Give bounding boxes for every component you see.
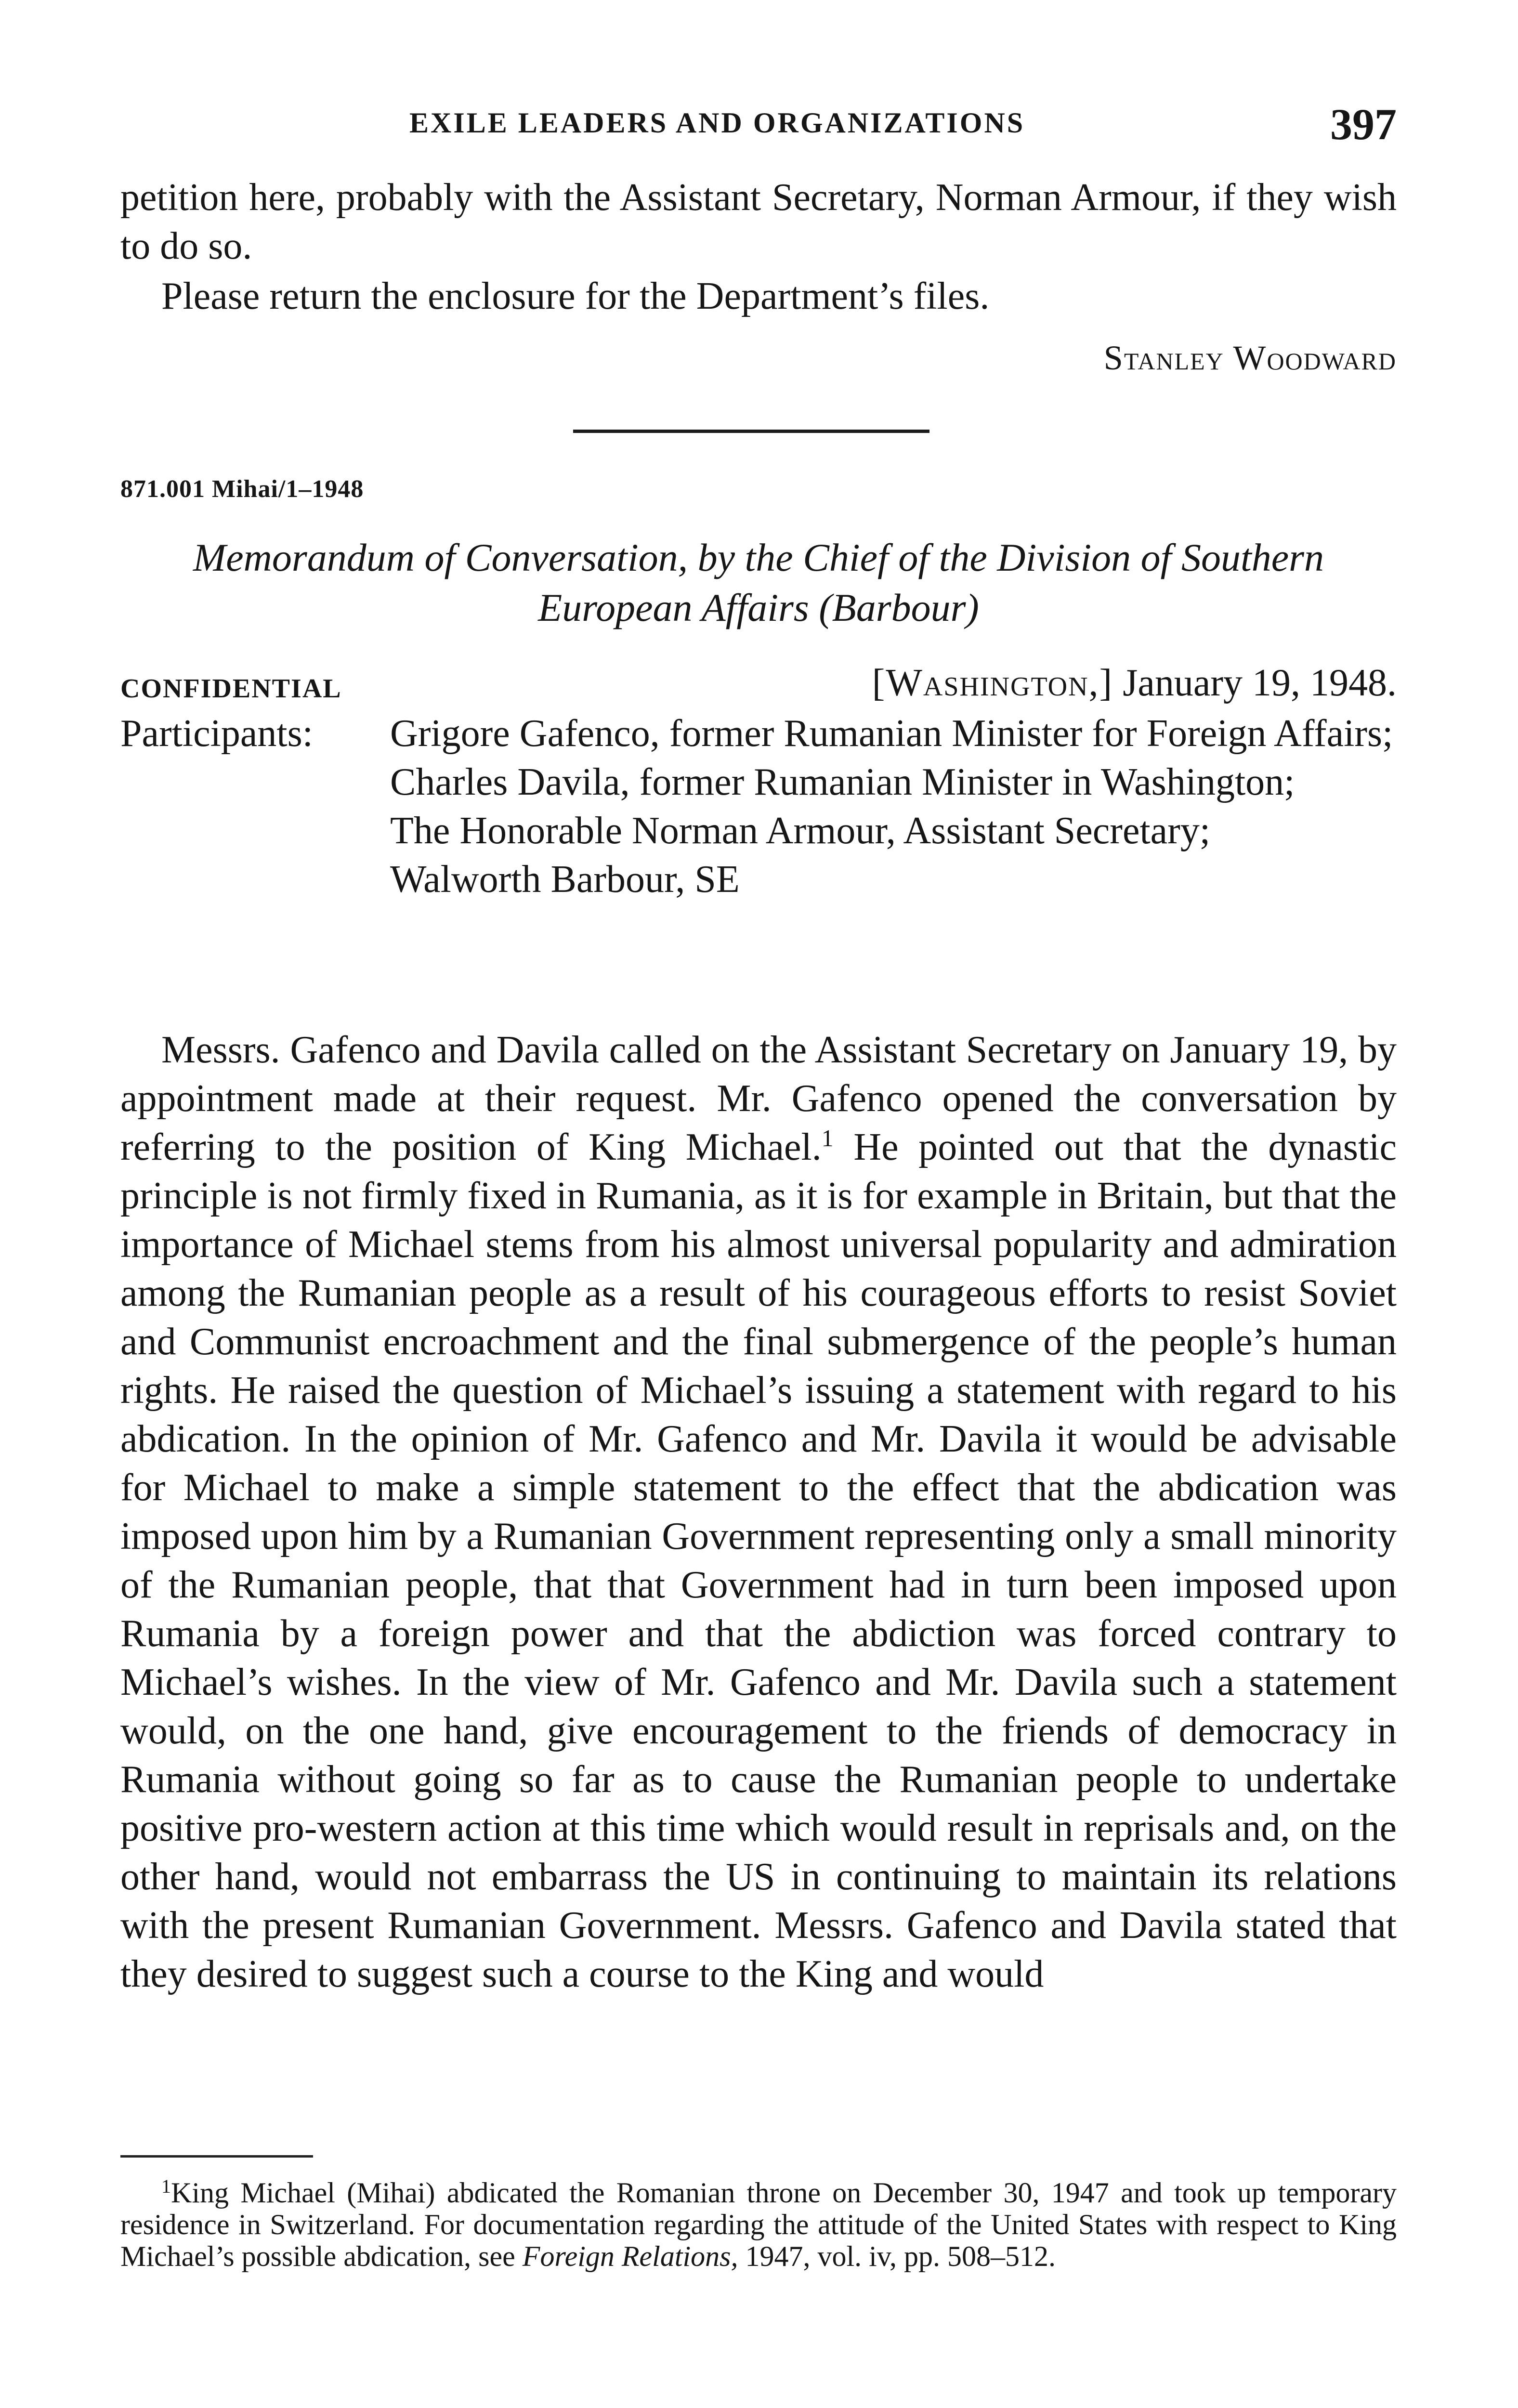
participant-item: Grigore Gafenco, former Rumanian Minister for Foreign Affairs;	[390, 712, 1393, 755]
section-divider	[573, 430, 929, 433]
participants-label: Participants:	[120, 712, 313, 755]
footnote-divider	[120, 2155, 313, 2158]
memo-title: Memorandum of Conversation, by the Chief of the Division of Southern European Affairs (Barbour)	[193, 536, 1324, 629]
continuation-paragraph: petition here, probably with the Assistant Secretary, Norman Armour, if they wish to do so.	[120, 176, 1397, 267]
body-text-start: Messrs. Gafenco and Davila called on the Assistant Secretary on January 19, by appointment made at their request. Mr. Gafenco opened the conversation by referring to the position of King Michael.	[120, 1029, 1397, 1168]
footnote-reference[interactable]: 1	[821, 1125, 834, 1152]
memo-place: [Washington,]	[872, 662, 1113, 704]
footnote-text-end: 1947, vol. iv, pp. 508–512.	[738, 2240, 1056, 2272]
return-note: Please return the enclosure for the Department’s files.	[161, 275, 990, 317]
file-number: 871.001 Mihai/1–1948	[120, 475, 364, 503]
memo-date: January 19, 1948.	[1123, 662, 1397, 704]
participant-item: Charles Davila, former Rumanian Minister in Washington;	[390, 761, 1295, 803]
memo-body-paragraph	[120, 1026, 1397, 1999]
memo-dateline	[872, 661, 1397, 705]
footnote-text: King Michael (Mihai) abdicated the Romanian throne on December 30, 1947 and took up temporary residence in Switzerland. For documentation regarding the attitude of the United States with respect to King Michael’s possible abdication, see	[120, 2177, 1397, 2272]
participant-item: Walworth Barbour, SE	[390, 858, 740, 901]
footnote-reference-title: Foreign Relations,	[522, 2240, 738, 2272]
running-header	[120, 99, 1397, 149]
participants-list	[390, 709, 1397, 904]
footnote	[120, 2177, 1397, 2272]
footnote-marker: 1	[161, 2175, 171, 2197]
page-number: 397	[1330, 100, 1397, 149]
signature: Stanley Woodward	[1103, 339, 1397, 377]
classification-label: CONFIDENTIAL	[120, 674, 342, 704]
participant-item: The Honorable Norman Armour, Assistant Secretary;	[390, 810, 1211, 852]
body-text-rest: He pointed out that the dynastic principle is not firmly fixed in Rumania, as it is for example in Britain, but that the importance of Michael stems from his almost universal popularity and admiration among the Rumanian people as a result of his courageous efforts to resist Soviet and Communist encroachment and the final submergence of the people’s human rights. He raised the question of Michael’s issuing a statement with regard to his abdication. In the opinion of Mr. Gafenco and Mr. Davila it would be advisable for Michael to make a simple statement to the effect that the abdication was imposed upon him by a Rumanian Government representing only a small minority of the Rumanian people, that that Government had in turn been imposed upon Rumania by a foreign power and that the abdiction was forced contrary to Michael’s wishes. In the view of Mr. Gafenco and Mr. Davila such a statement would, on the one hand, give encouragement to the friends of democracy in Rumania without going so far as to cause the Rumanian people to undertake positive pro-western action at this time which would result in reprisals and, on the other hand, would not embarrass the US in continuing to maintain its relations with the present Rumanian Government. Messrs. Gafenco and Davila stated that they desired to suggest such a course to the King and would	[120, 1126, 1397, 1995]
running-title: EXILE LEADERS AND ORGANIZATIONS	[409, 107, 1025, 139]
